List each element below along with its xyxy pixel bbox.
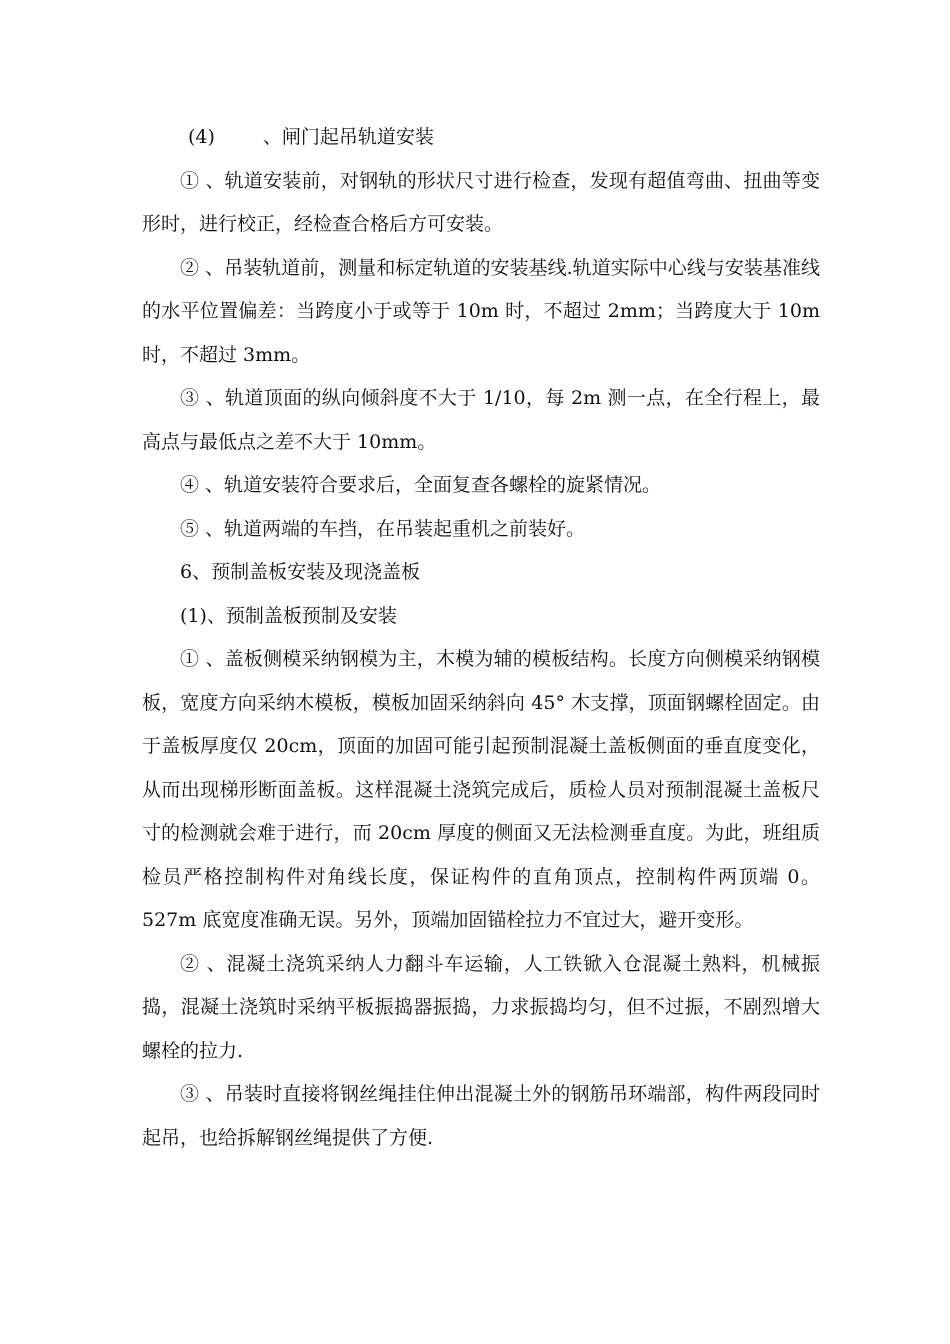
paragraph: ⑤ 、轨道两端的车挡，在吊装起重机之前装好。 (180, 517, 586, 540)
section-number: (4) (188, 126, 215, 148)
section-title: 、闸门起吊轨道安装 (262, 126, 434, 148)
section-heading: 6、预制盖板安装及现浇盖板 (180, 561, 421, 583)
paragraph: ③ 、吊装时直接将钢丝绳挂住伸出混凝土外的钢筋吊环端部，构件两段同时起吊，也给拆解钢丝绳提供了方便. (142, 1083, 820, 1149)
paragraph: ② 、混凝土浇筑采纳人力翻斗车运输，人工铁锨入仓混凝土熟料，机械振捣，混凝土浇筑时采纳平板振捣器振捣，力求振捣均匀，但不过振，不剧烈增大螺栓的拉力. (142, 952, 820, 1062)
document-body (142, 116, 820, 1160)
paragraph: ① 、轨道安装前，对钢轨的形状尺寸进行检查，发现有超值弯曲、扭曲等变形时，进行校正，经检查合格后方可安装。 (142, 169, 820, 235)
section-heading-gate-rail (142, 116, 820, 160)
subsection-heading: (1)、预制盖板预制及安装 (180, 604, 397, 627)
paragraph: ④ 、轨道安装符合要求后，全面复查各螺栓的旋紧情况。 (180, 474, 662, 496)
paragraph: ③ 、轨道顶面的纵向倾斜度不大于 1/10，每 2m 测一点，在全行程上，最高点与最低点之差不大于 10mm。 (142, 387, 820, 453)
paragraph: ① 、盖板侧模采纳钢模为主，木模为辅的模板结构。长度方向侧模采纳钢模板，宽度方向采纳木模板，模板加固采纳斜向 45° 木支撑，顶面钢螺栓固定。由于盖板厚度仅 20cm，顶面的加固可能引起预制混凝土盖板侧面的垂直度变化，从而出现梯形断面盖板。这样混凝土浇筑完成后，质检人员对预制混凝土盖板尺寸的检测就会难于进行，而 20cm 厚度的侧面又无法检测垂直度。为此，班组质检员严格控制构件对角线长度，保证构件的直角顶点，控制构件两顶端 0。527m 底宽度准确无误。另外，顶端加固锚栓拉力不宜过大，避开变形。 (142, 648, 820, 931)
paragraph: ② 、吊装轨道前，测量和标定轨道的安装基线.轨道实际中心线与安装基准线的水平位置偏差：当跨度小于或等于 10m 时，不超过 2mm；当跨度大于 10m 时，不超过 3mm。 (142, 256, 820, 366)
